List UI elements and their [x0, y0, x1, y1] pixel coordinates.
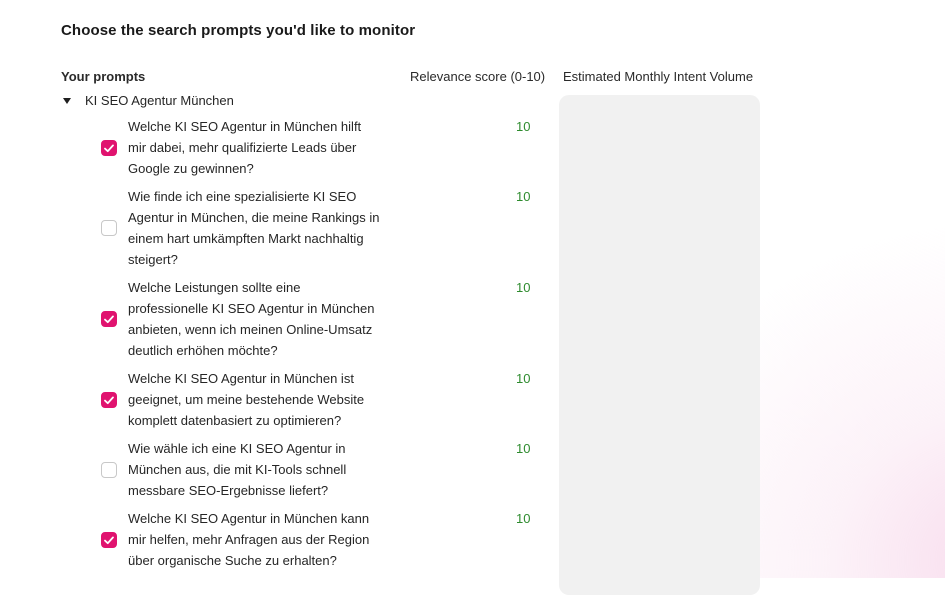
checkmark-icon [104, 396, 114, 405]
prompt-text [128, 508, 393, 571]
prompt-checkbox[interactable] [101, 392, 117, 408]
prompt-text-line: komplett datenbasiert zu optimieren? [128, 413, 342, 428]
column-header-volume: Estimated Monthly Intent Volume [563, 69, 754, 84]
prompt-text-line: deutlich erhöhen möchte? [128, 343, 278, 358]
prompt-text-line: anbieten, wenn ich meinen Online-Umsatz [128, 322, 373, 337]
prompt-text-line: Google zu gewinnen? [128, 161, 254, 176]
prompt-text [128, 186, 393, 270]
prompt-text-line: Welche Leistungen sollte eine [128, 280, 301, 295]
prompt-checkbox[interactable] [101, 311, 117, 327]
relevance-score: 10 [516, 371, 531, 386]
prompt-checkbox[interactable] [101, 220, 117, 236]
prompt-text-line: mir dabei, mehr qualifizierte Leads über [128, 140, 357, 155]
prompt-text-line: geeignet, um meine bestehende Website [128, 392, 365, 407]
prompt-checkbox[interactable] [101, 462, 117, 478]
relevance-score: 10 [516, 441, 531, 456]
page-title: Choose the search prompts you'd like to monitor [61, 22, 416, 39]
prompt-checkbox[interactable] [101, 140, 117, 156]
prompt-group-toggle[interactable] [61, 93, 234, 108]
prompt-text-line: steigert? [128, 252, 178, 267]
relevance-score: 10 [516, 119, 531, 134]
prompt-text [128, 368, 393, 431]
prompt-text-line: einem hart umkämpften Markt nachhaltig [128, 231, 364, 246]
prompt-text-line: messbare SEO-Ergebnisse liefert? [128, 483, 329, 498]
prompt-text [128, 116, 393, 179]
relevance-score: 10 [516, 189, 531, 204]
column-header-relevance: Relevance score (0-10) [410, 69, 546, 84]
prompt-text [128, 277, 393, 361]
prompt-text [128, 438, 393, 501]
caret-down-icon[interactable] [63, 98, 71, 104]
checkmark-icon [104, 315, 114, 324]
prompt-text-line: Welche KI SEO Agentur in München kann [128, 511, 370, 526]
relevance-score: 10 [516, 511, 531, 526]
prompt-text-line: München aus, die mit KI-Tools schnell [128, 462, 347, 477]
prompt-text-line: Wie wähle ich eine KI SEO Agentur in [128, 441, 346, 456]
prompt-group-title: KI SEO Agentur München [85, 93, 234, 108]
prompt-text-line: über organische Suche zu erhalten? [128, 553, 337, 568]
prompt-text-line: professionelle KI SEO Agentur in München [128, 301, 375, 316]
volume-panel [559, 95, 760, 595]
prompt-text-line: mir helfen, mehr Anfragen aus der Region [128, 532, 370, 547]
prompt-text-line: Wie finde ich eine spezialisierte KI SEO [128, 189, 357, 204]
prompt-checkbox[interactable] [101, 532, 117, 548]
prompt-text-line: Welche KI SEO Agentur in München hilft [128, 119, 362, 134]
checkmark-icon [104, 536, 114, 545]
relevance-score: 10 [516, 280, 531, 295]
column-header-prompts: Your prompts [61, 69, 146, 84]
checkmark-icon [104, 144, 114, 153]
prompt-text-line: Welche KI SEO Agentur in München ist [128, 371, 354, 386]
prompt-text-line: Agentur in München, die meine Rankings in [128, 210, 380, 225]
